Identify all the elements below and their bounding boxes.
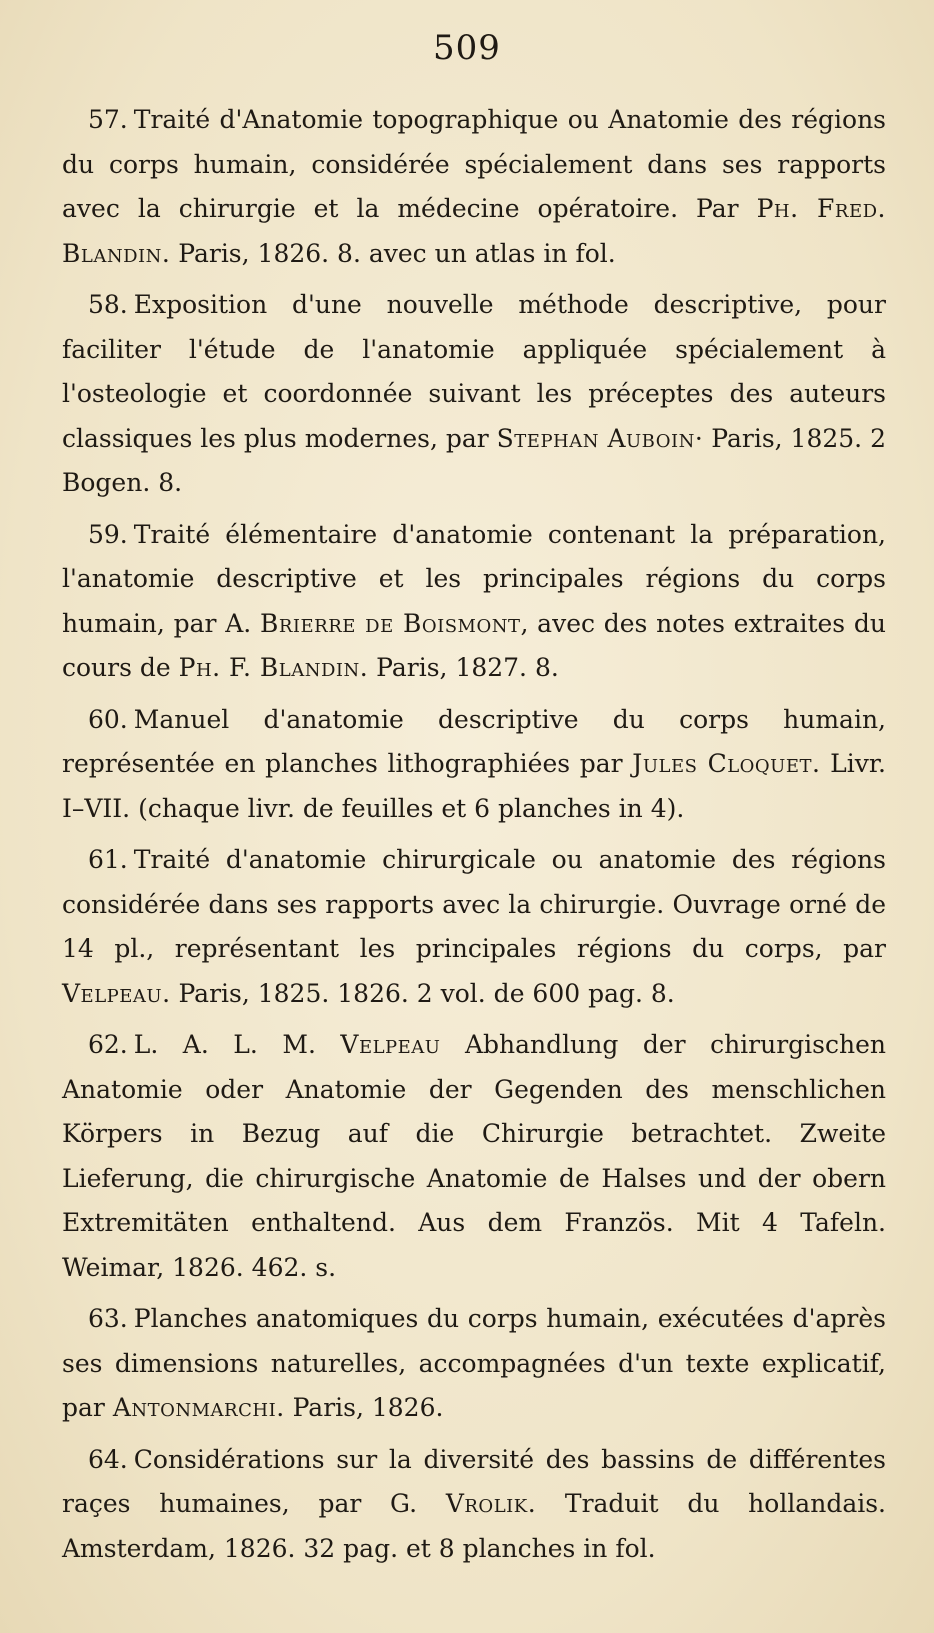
entry-number: 60. — [88, 704, 128, 734]
entry-text: Paris, 1826. — [284, 1393, 444, 1422]
entry-text: Exposition d'une nouvelle méthode descriptive, pour faciliter l'étude de l'anatomie appliquée spécialement à l'osteologie et coordonnée suivant les préceptes des auteurs classiques les plus modernes, par — [62, 290, 886, 453]
bibliography-entry — [62, 1438, 886, 1572]
entry-text: Livr. I–VII. (chaque livr. de feuilles et 6 planches in 4). — [62, 749, 886, 823]
entry-text: Paris, 1825. 2 Bogen. 8. — [62, 423, 886, 497]
entry-text: , avec des notes extraites du cours de — [62, 608, 886, 682]
bibliography-entry — [62, 698, 886, 832]
author-name: Velpeau. — [62, 978, 171, 1008]
entry-text: Abhandlung der chirurgischen Anatomie oder Anatomie der Gegenden des menschlichen Körpers in Bezug auf die Chirurgie betrachtet. Zweite Lieferung, die chirurgische Anatomie de Halses und der obern Extremitäten enthaltend. Aus dem Französ. Mit 4 Tafeln. Weimar, 1826. 462. s. — [62, 1030, 886, 1282]
author-name: Ph. F. Blandin. — [178, 653, 369, 682]
bibliography-entries — [62, 98, 886, 1578]
bibliography-entry — [62, 1023, 886, 1290]
bibliography-entry — [62, 838, 886, 1016]
bibliography-entry — [62, 1297, 886, 1431]
author-name: Velpeau — [340, 1030, 441, 1059]
entry-number: 59. — [88, 519, 128, 549]
entry-text: Manuel d'anatomie descriptive du corps humain, représentée en planches lithographiées par — [62, 704, 886, 778]
author-name: Antonmarchi. — [112, 1393, 285, 1422]
entry-number: 63. — [88, 1304, 128, 1333]
entry-text: Paris, 1827. 8. — [368, 653, 559, 682]
entry-number: 62. — [88, 1030, 128, 1059]
bibliography-entry — [62, 513, 886, 691]
entry-text: Paris, 1826. 8. avec un atlas in fol. — [170, 238, 616, 268]
entry-text: Planches anatomiques du corps humain, exécutées d'après ses dimensions naturelles, accompagnées d'un texte explicatif, par — [62, 1304, 886, 1422]
author-name: Vrolik. — [445, 1489, 537, 1518]
entry-text: Considérations sur la diversité des bassins de différentes raçes humaines, par G. — [62, 1444, 886, 1518]
entry-text: Traité d'Anatomie topographique ou Anatomie des régions du corps humain, considérée spécialement dans ses rapports avec la chirurgie et la médecine opératoire. Par — [62, 105, 886, 223]
author-name: Ph. Fred. Blandin. — [62, 194, 886, 268]
entry-number: 64. — [88, 1444, 128, 1474]
bibliography-entry — [62, 283, 886, 506]
author-name: Stephan Auboin· — [496, 423, 704, 453]
page-number: 509 — [433, 28, 501, 68]
entry-text: L. A. L. M. — [133, 1030, 341, 1059]
entry-number: 61. — [88, 845, 128, 874]
author-name: Jules Cloquet. — [632, 749, 821, 778]
entry-text: Traduit du hollandais. Amsterdam, 1826. 32 pag. et 8 planches in fol. — [62, 1489, 886, 1563]
bibliography-entry — [62, 98, 886, 276]
entry-number: 57. — [88, 105, 128, 134]
author-name: Brierre de Boismont — [259, 608, 521, 638]
entry-text: Paris, 1825. 1826. 2 vol. de 600 pag. 8. — [170, 978, 675, 1008]
entry-text: Traité élémentaire d'anatomie contenant la préparation, l'anatomie descriptive et les principales régions du corps humain, par A. — [62, 519, 886, 638]
entry-number: 58. — [88, 290, 128, 319]
entry-text: Traité d'anatomie chirurgicale ou anatomie des régions considérée dans ses rapports avec la chirurgie. Ouvrage orné de 14 pl., représentant les principales régions du corps, par — [62, 845, 886, 963]
